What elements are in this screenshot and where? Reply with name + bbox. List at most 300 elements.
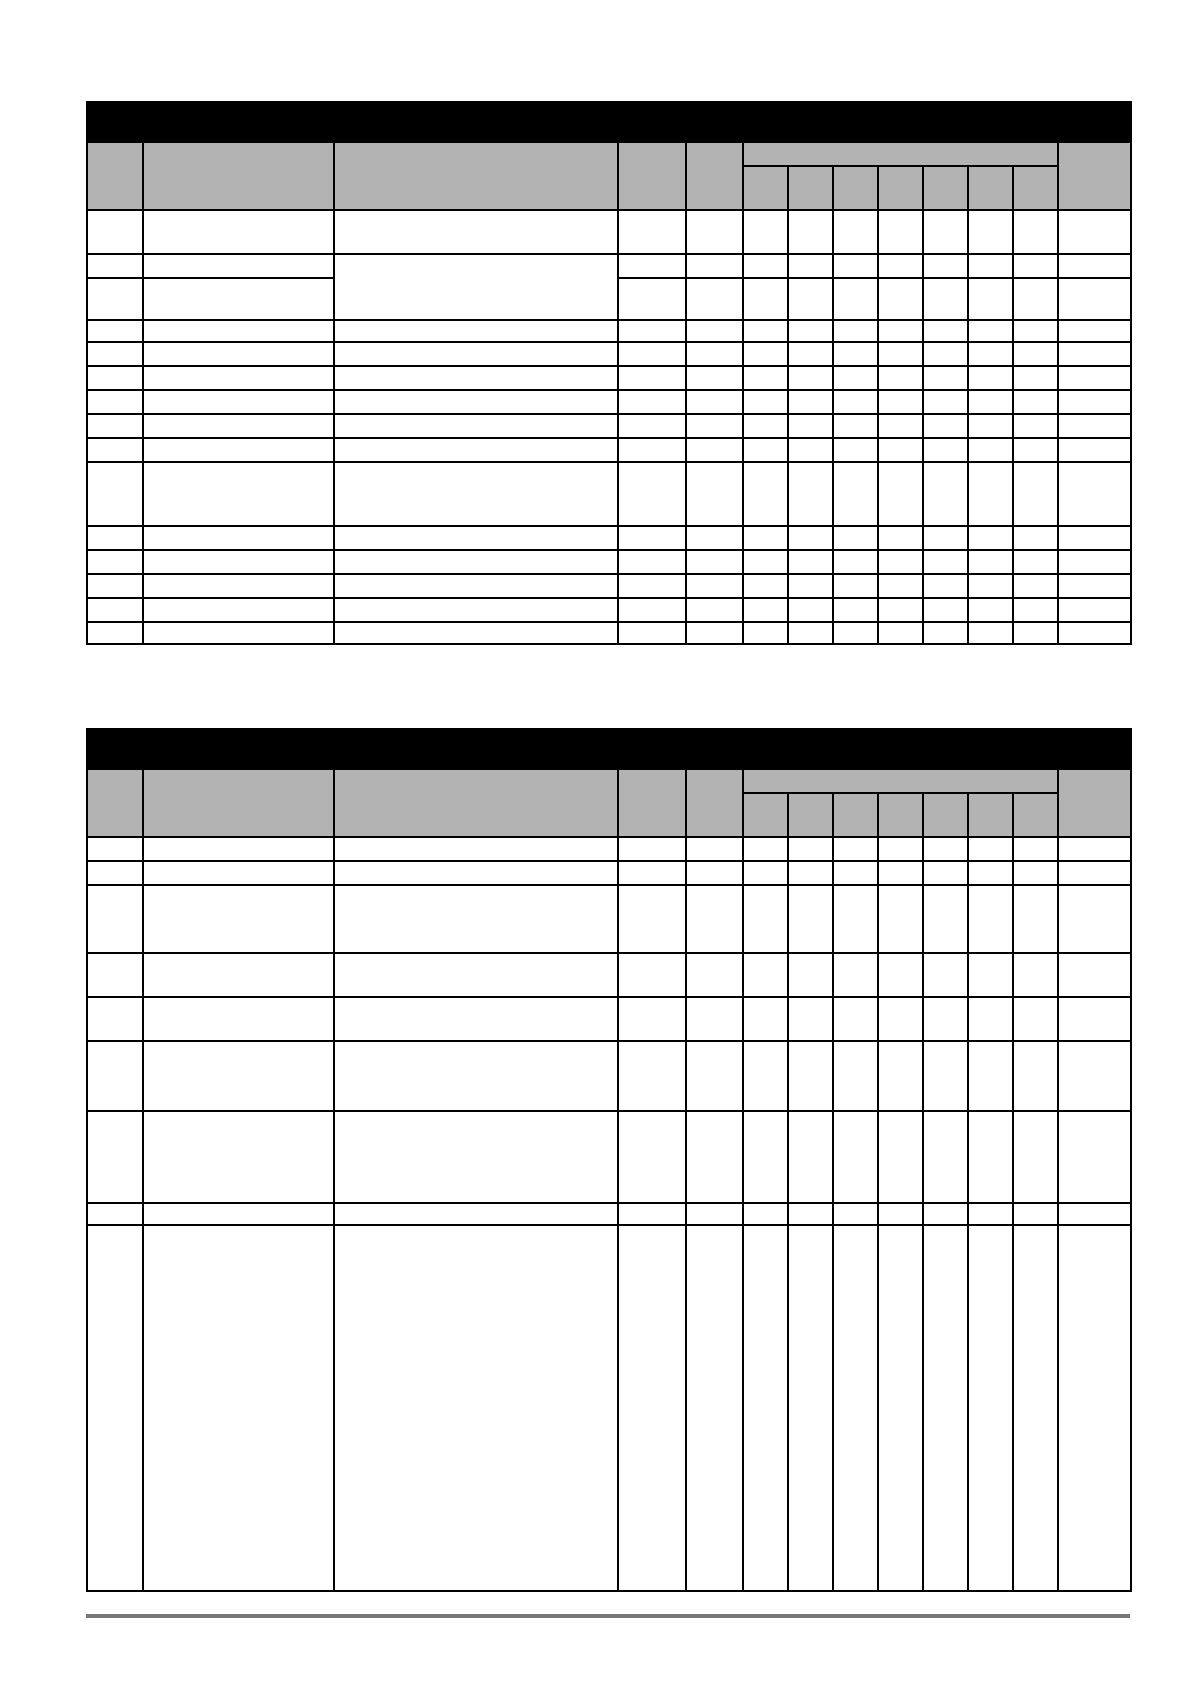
table-cell bbox=[968, 837, 1013, 861]
table-cell bbox=[618, 622, 686, 644]
table-cell bbox=[143, 598, 334, 622]
table-cell bbox=[788, 210, 833, 254]
table-cell bbox=[923, 438, 968, 462]
table-cell bbox=[618, 254, 686, 278]
table-cell bbox=[968, 1203, 1013, 1225]
table-cell bbox=[686, 550, 743, 574]
table-cell bbox=[143, 526, 334, 550]
table-cell bbox=[923, 1111, 968, 1203]
table-cell bbox=[334, 320, 618, 342]
table-cell bbox=[923, 278, 968, 320]
table-cell bbox=[686, 574, 743, 598]
table-cell bbox=[878, 837, 923, 861]
table-cell bbox=[686, 1111, 743, 1203]
table-cell bbox=[878, 278, 923, 320]
table-cell bbox=[743, 254, 788, 278]
table-cell bbox=[923, 320, 968, 342]
header-subcell bbox=[788, 793, 833, 837]
table-cell bbox=[1058, 885, 1131, 953]
header-subcell bbox=[833, 166, 878, 210]
table-row bbox=[87, 210, 1131, 254]
table-cell bbox=[968, 550, 1013, 574]
table-cell bbox=[87, 254, 143, 278]
table-cell bbox=[968, 462, 1013, 526]
table-cell bbox=[87, 390, 143, 414]
table-cell bbox=[743, 366, 788, 390]
table-cell bbox=[618, 320, 686, 342]
table-cell bbox=[87, 953, 143, 997]
table-cell bbox=[968, 997, 1013, 1041]
table-cell bbox=[143, 574, 334, 598]
table-row bbox=[87, 837, 1131, 861]
table-cell bbox=[1058, 861, 1131, 885]
table-cell bbox=[334, 885, 618, 953]
header-subcell bbox=[1013, 166, 1058, 210]
table-cell bbox=[968, 390, 1013, 414]
table-cell bbox=[878, 414, 923, 438]
table-cell bbox=[334, 254, 618, 320]
table-cell bbox=[878, 885, 923, 953]
table-cell bbox=[1058, 574, 1131, 598]
table-cell bbox=[788, 1225, 833, 1591]
header-subcell bbox=[743, 793, 788, 837]
table-cell bbox=[334, 438, 618, 462]
table-row bbox=[87, 953, 1131, 997]
table-cell bbox=[743, 342, 788, 366]
table-cell bbox=[618, 953, 686, 997]
table-cell bbox=[743, 390, 788, 414]
table-cell bbox=[334, 1225, 618, 1591]
header-subcell bbox=[788, 166, 833, 210]
table-cell bbox=[923, 254, 968, 278]
table-cell bbox=[143, 837, 334, 861]
table-cell bbox=[923, 550, 968, 574]
table-row bbox=[87, 342, 1131, 366]
table-cell bbox=[334, 1203, 618, 1225]
table-row bbox=[87, 1041, 1131, 1111]
table-cell bbox=[968, 210, 1013, 254]
table-cell bbox=[788, 1111, 833, 1203]
table-cell bbox=[743, 210, 788, 254]
table-cell bbox=[968, 320, 1013, 342]
table-cell bbox=[334, 462, 618, 526]
table-cell bbox=[788, 861, 833, 885]
table-cell bbox=[1013, 837, 1058, 861]
table-cell bbox=[788, 526, 833, 550]
table-cell bbox=[968, 342, 1013, 366]
table-cell bbox=[968, 366, 1013, 390]
table-cell bbox=[878, 342, 923, 366]
table-cell bbox=[686, 210, 743, 254]
table-cell bbox=[1058, 953, 1131, 997]
table-cell bbox=[788, 550, 833, 574]
table-cell bbox=[968, 1111, 1013, 1203]
table-cell bbox=[618, 462, 686, 526]
table-cell bbox=[87, 526, 143, 550]
table-cell bbox=[143, 278, 334, 320]
table-cell bbox=[788, 1041, 833, 1111]
header-group-cell bbox=[743, 142, 1058, 166]
table-cell bbox=[334, 366, 618, 390]
table-cell bbox=[788, 622, 833, 644]
table-cell bbox=[87, 210, 143, 254]
table-row bbox=[87, 622, 1131, 644]
table-cell bbox=[1013, 1111, 1058, 1203]
table-cell bbox=[618, 366, 686, 390]
table-row bbox=[87, 254, 1131, 278]
header-cell bbox=[87, 142, 143, 210]
table-cell bbox=[833, 1111, 878, 1203]
table-cell bbox=[1058, 342, 1131, 366]
table-cell bbox=[788, 574, 833, 598]
table-cell bbox=[968, 278, 1013, 320]
table-cell bbox=[968, 953, 1013, 997]
table-cell bbox=[1058, 278, 1131, 320]
header-subcell bbox=[833, 793, 878, 837]
table-cell bbox=[923, 574, 968, 598]
table-cell bbox=[618, 837, 686, 861]
table-cell bbox=[743, 953, 788, 997]
table-cell bbox=[87, 1111, 143, 1203]
table-cell bbox=[833, 1203, 878, 1225]
table-cell bbox=[968, 622, 1013, 644]
table-cell bbox=[833, 342, 878, 366]
table-cell bbox=[878, 1111, 923, 1203]
table-cell bbox=[788, 462, 833, 526]
table-row bbox=[87, 885, 1131, 953]
table-cell bbox=[833, 885, 878, 953]
table-row bbox=[87, 1225, 1131, 1591]
table-cell bbox=[87, 414, 143, 438]
table-cell bbox=[833, 526, 878, 550]
header-cell bbox=[1058, 142, 1131, 210]
table-cell bbox=[743, 526, 788, 550]
table-cell bbox=[618, 550, 686, 574]
table-cell bbox=[334, 210, 618, 254]
table-cell bbox=[1013, 1041, 1058, 1111]
table-cell bbox=[833, 837, 878, 861]
table-cell bbox=[1013, 390, 1058, 414]
table-cell bbox=[1013, 278, 1058, 320]
table-cell bbox=[788, 438, 833, 462]
table-cell bbox=[1058, 438, 1131, 462]
table-cell bbox=[788, 885, 833, 953]
table-cell bbox=[788, 837, 833, 861]
table-cell bbox=[334, 997, 618, 1041]
table-cell bbox=[968, 438, 1013, 462]
table-cell bbox=[968, 861, 1013, 885]
table-cell bbox=[686, 598, 743, 622]
table-cell bbox=[618, 997, 686, 1041]
table-cell bbox=[743, 320, 788, 342]
table-cell bbox=[923, 342, 968, 366]
table-cell bbox=[743, 997, 788, 1041]
table-cell bbox=[833, 953, 878, 997]
header-cell bbox=[334, 769, 618, 837]
table-cell bbox=[923, 1225, 968, 1591]
table-cell bbox=[833, 390, 878, 414]
header-subcell bbox=[923, 793, 968, 837]
table-cell bbox=[686, 837, 743, 861]
table-row bbox=[87, 462, 1131, 526]
table-cell bbox=[923, 953, 968, 997]
header-cell bbox=[143, 142, 334, 210]
table-cell bbox=[618, 390, 686, 414]
table-row bbox=[87, 414, 1131, 438]
table-cell bbox=[743, 550, 788, 574]
table-cell bbox=[878, 366, 923, 390]
table-cell bbox=[923, 861, 968, 885]
table-cell bbox=[618, 1225, 686, 1591]
header-cell bbox=[1058, 769, 1131, 837]
table-cell bbox=[743, 1225, 788, 1591]
header-cell bbox=[618, 142, 686, 210]
table-cell bbox=[923, 1203, 968, 1225]
table-cell bbox=[1058, 462, 1131, 526]
table-cell bbox=[923, 210, 968, 254]
table-cell bbox=[143, 390, 334, 414]
table-cell bbox=[968, 574, 1013, 598]
table-cell bbox=[1013, 320, 1058, 342]
table-title-bar bbox=[87, 729, 1131, 769]
table-cell bbox=[833, 550, 878, 574]
table-cell bbox=[143, 320, 334, 342]
table-cell bbox=[686, 320, 743, 342]
table-cell bbox=[788, 278, 833, 320]
table-cell bbox=[87, 1041, 143, 1111]
table-cell bbox=[143, 622, 334, 644]
table-cell bbox=[743, 574, 788, 598]
table-cell bbox=[686, 953, 743, 997]
table-cell bbox=[143, 1203, 334, 1225]
table-cell bbox=[1013, 1203, 1058, 1225]
table-cell bbox=[788, 598, 833, 622]
table-cell bbox=[334, 1041, 618, 1111]
table-cell bbox=[878, 1225, 923, 1591]
table-cell bbox=[968, 1225, 1013, 1591]
table-cell bbox=[87, 438, 143, 462]
table-cell bbox=[87, 462, 143, 526]
table-cell bbox=[878, 526, 923, 550]
table-cell bbox=[1013, 526, 1058, 550]
table-row bbox=[87, 366, 1131, 390]
table-cell bbox=[618, 861, 686, 885]
table-cell bbox=[143, 254, 334, 278]
table-cell bbox=[1013, 210, 1058, 254]
table-cell bbox=[143, 210, 334, 254]
table-cell bbox=[618, 438, 686, 462]
table-cell bbox=[87, 861, 143, 885]
table-cell bbox=[686, 278, 743, 320]
table-cell bbox=[1058, 320, 1131, 342]
table-cell bbox=[87, 574, 143, 598]
table-cell bbox=[334, 622, 618, 644]
table-cell bbox=[87, 550, 143, 574]
table-cell bbox=[334, 1111, 618, 1203]
table-cell bbox=[87, 837, 143, 861]
table-cell bbox=[143, 997, 334, 1041]
settings-table-1 bbox=[86, 101, 1132, 645]
table-cell bbox=[1013, 462, 1058, 526]
table-cell bbox=[788, 1203, 833, 1225]
table-cell bbox=[87, 622, 143, 644]
table-title-bar bbox=[87, 102, 1131, 142]
table-row bbox=[87, 526, 1131, 550]
table-cell bbox=[87, 885, 143, 953]
table-cell bbox=[1013, 1225, 1058, 1591]
table-cell bbox=[788, 414, 833, 438]
table-cell bbox=[1013, 438, 1058, 462]
table-cell bbox=[334, 342, 618, 366]
table-cell bbox=[143, 1041, 334, 1111]
table-cell bbox=[334, 390, 618, 414]
table-cell bbox=[968, 885, 1013, 953]
table-cell bbox=[833, 366, 878, 390]
table-cell bbox=[923, 390, 968, 414]
table-cell bbox=[923, 1041, 968, 1111]
table-cell bbox=[618, 598, 686, 622]
table-cell bbox=[878, 1203, 923, 1225]
table-cell bbox=[833, 1041, 878, 1111]
table-cell bbox=[686, 366, 743, 390]
table-cell bbox=[743, 1203, 788, 1225]
table-cell bbox=[743, 414, 788, 438]
header-cell bbox=[143, 769, 334, 837]
table-cell bbox=[143, 342, 334, 366]
table-cell bbox=[833, 438, 878, 462]
table-cell bbox=[833, 1225, 878, 1591]
table-cell bbox=[618, 1041, 686, 1111]
table-cell bbox=[143, 438, 334, 462]
table-cell bbox=[968, 414, 1013, 438]
table-cell bbox=[143, 550, 334, 574]
table-cell bbox=[143, 1225, 334, 1591]
table-cell bbox=[1013, 342, 1058, 366]
table-cell bbox=[87, 366, 143, 390]
table-cell bbox=[878, 574, 923, 598]
table-cell bbox=[1058, 366, 1131, 390]
table-cell bbox=[686, 526, 743, 550]
table-cell bbox=[618, 278, 686, 320]
table-cell bbox=[878, 438, 923, 462]
table-cell bbox=[1013, 997, 1058, 1041]
header-cell bbox=[334, 142, 618, 210]
table-cell bbox=[1013, 885, 1058, 953]
table-cell bbox=[833, 210, 878, 254]
table-cell bbox=[334, 414, 618, 438]
table-cell bbox=[334, 861, 618, 885]
table-cell bbox=[618, 414, 686, 438]
table-cell bbox=[878, 953, 923, 997]
table-cell bbox=[618, 526, 686, 550]
table-cell bbox=[1013, 861, 1058, 885]
table-row bbox=[87, 1203, 1131, 1225]
table-cell bbox=[686, 390, 743, 414]
table-cell bbox=[87, 320, 143, 342]
table-cell bbox=[878, 550, 923, 574]
table-row bbox=[87, 574, 1131, 598]
table-row bbox=[87, 320, 1131, 342]
table-cell bbox=[923, 462, 968, 526]
table-cell bbox=[686, 885, 743, 953]
table-cell bbox=[334, 574, 618, 598]
table-cell bbox=[968, 254, 1013, 278]
table-cell bbox=[143, 1111, 334, 1203]
table-cell bbox=[788, 366, 833, 390]
table-cell bbox=[833, 861, 878, 885]
table-cell bbox=[788, 953, 833, 997]
table-cell bbox=[1058, 837, 1131, 861]
table-cell bbox=[143, 861, 334, 885]
table-cell bbox=[1058, 254, 1131, 278]
table-cell bbox=[878, 462, 923, 526]
header-cell bbox=[686, 769, 743, 837]
table-cell bbox=[923, 366, 968, 390]
table-cell bbox=[878, 1041, 923, 1111]
table-cell bbox=[923, 885, 968, 953]
table-cell bbox=[143, 885, 334, 953]
table-cell bbox=[878, 861, 923, 885]
table-cell bbox=[1058, 526, 1131, 550]
header-subcell bbox=[968, 793, 1013, 837]
footer-rule bbox=[86, 1614, 1130, 1618]
table-cell bbox=[833, 414, 878, 438]
table-cell bbox=[618, 885, 686, 953]
table-cell bbox=[1058, 390, 1131, 414]
table-cell bbox=[743, 885, 788, 953]
table-cell bbox=[1013, 622, 1058, 644]
header-subcell bbox=[878, 166, 923, 210]
table-cell bbox=[1058, 1041, 1131, 1111]
table-cell bbox=[618, 342, 686, 366]
table-cell bbox=[923, 598, 968, 622]
table-cell bbox=[1013, 550, 1058, 574]
table-cell bbox=[143, 953, 334, 997]
table-cell bbox=[1058, 210, 1131, 254]
table-cell bbox=[968, 1041, 1013, 1111]
header-subcell bbox=[878, 793, 923, 837]
header-group-cell bbox=[743, 769, 1058, 793]
table-cell bbox=[743, 1111, 788, 1203]
table-cell bbox=[143, 366, 334, 390]
table-cell bbox=[1013, 953, 1058, 997]
table-cell bbox=[334, 550, 618, 574]
table-row bbox=[87, 598, 1131, 622]
table-cell bbox=[833, 462, 878, 526]
table-cell bbox=[878, 622, 923, 644]
table-cell bbox=[923, 622, 968, 644]
table-cell bbox=[833, 278, 878, 320]
header-subcell bbox=[923, 166, 968, 210]
table-cell bbox=[686, 1225, 743, 1591]
table-cell bbox=[1058, 550, 1131, 574]
header-cell bbox=[87, 769, 143, 837]
table-cell bbox=[878, 320, 923, 342]
table-cell bbox=[743, 622, 788, 644]
table-cell bbox=[87, 1225, 143, 1591]
table-cell bbox=[1013, 574, 1058, 598]
table-cell bbox=[334, 526, 618, 550]
table-cell bbox=[143, 462, 334, 526]
table-cell bbox=[878, 254, 923, 278]
table-cell bbox=[923, 837, 968, 861]
table-cell bbox=[1058, 598, 1131, 622]
table-cell bbox=[743, 837, 788, 861]
table-cell bbox=[743, 1041, 788, 1111]
table-cell bbox=[743, 598, 788, 622]
table-cell bbox=[833, 254, 878, 278]
header-subcell bbox=[743, 166, 788, 210]
